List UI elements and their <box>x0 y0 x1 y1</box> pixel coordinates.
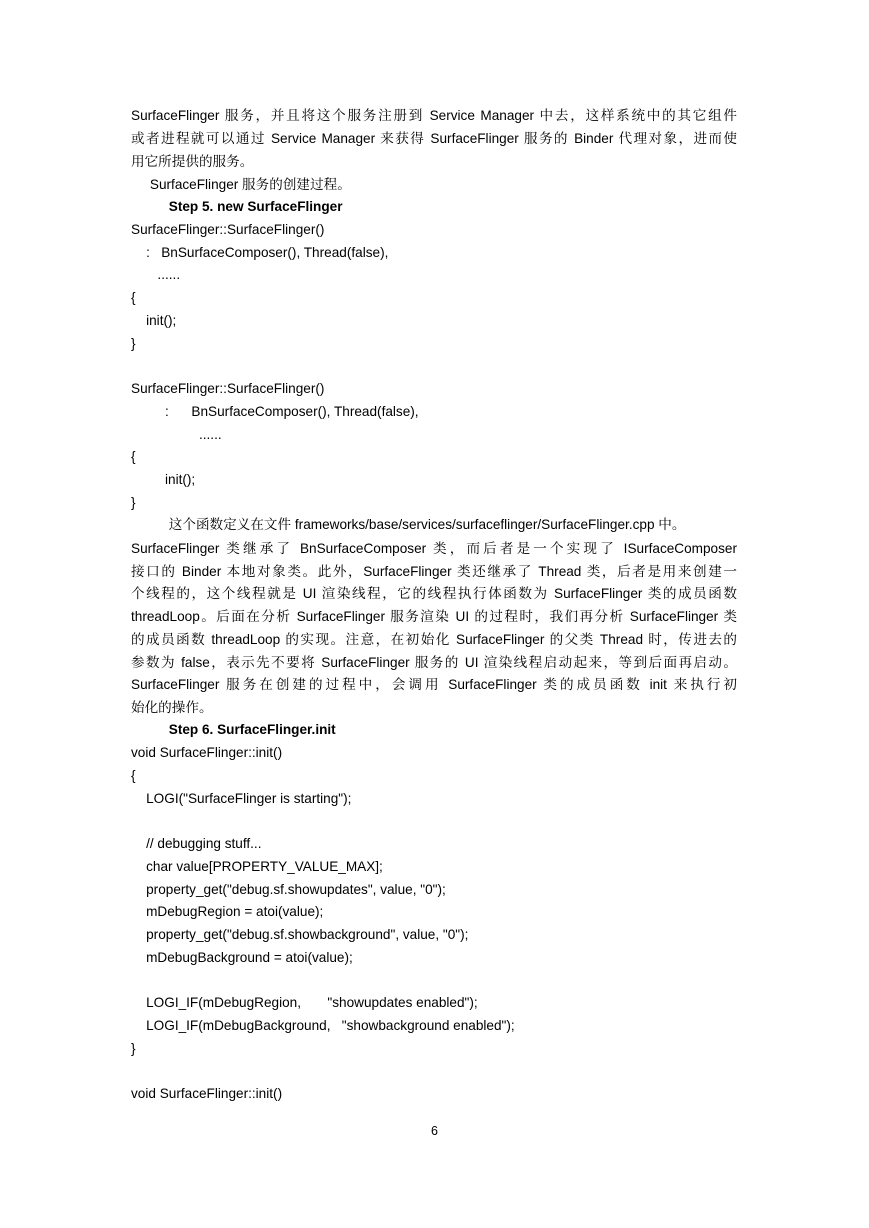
text-line: 个线程的，这个线程就是 UI 渲染线程，它的线程执行体函数为 SurfaceFlinger 类的成员函数 <box>131 586 737 601</box>
code-line: SurfaceFlinger::SurfaceFlinger() <box>131 381 325 396</box>
code-line: mDebugBackground = atoi(value); <box>131 950 353 965</box>
text-line: threadLoop。后面在分析 SurfaceFlinger 服务渲染 UI 的过程时，我们再分析 SurfaceFlinger 类 <box>131 609 737 624</box>
text-line: 或者进程就可以通过 Service Manager 来获得 SurfaceFlinger 服务的 Binder 代理对象，进而使 <box>131 131 737 146</box>
code-line: } <box>131 336 136 351</box>
step-heading: Step 6. SurfaceFlinger.init <box>131 722 336 737</box>
text-line: SurfaceFlinger 服务的创建过程。 <box>131 177 351 192</box>
code-line: init(); <box>131 313 177 328</box>
code-line: property_get("debug.sf.showupdates", value, "0"); <box>131 882 446 897</box>
code-line: } <box>131 1041 136 1056</box>
text-line: SurfaceFlinger 服务在创建的过程中，会调用 SurfaceFlinger 类的成员函数 init 来执行初 <box>131 677 737 692</box>
code-line: } <box>131 495 136 510</box>
text-line: 接口的 Binder 本地对象类。此外，SurfaceFlinger 类还继承了 Thread 类，后者是用来创建一 <box>131 564 737 579</box>
step-heading: Step 5. new SurfaceFlinger <box>131 199 343 214</box>
code-line: mDebugRegion = atoi(value); <box>131 904 324 919</box>
text-line: 始化的操作。 <box>131 700 213 715</box>
text-line: 用它所提供的服务。 <box>131 154 254 169</box>
code-line: void SurfaceFlinger::init() <box>131 1086 283 1101</box>
text-line: SurfaceFlinger 类继承了 BnSurfaceComposer 类，而后者是一个实现了 ISurfaceComposer <box>131 541 737 556</box>
code-line: ...... <box>131 427 222 442</box>
code-line: char value[PROPERTY_VALUE_MAX]; <box>131 859 383 874</box>
code-line: init(); <box>131 472 196 487</box>
code-line: // debugging stuff... <box>131 836 262 851</box>
code-line: property_get("debug.sf.showbackground", value, "0"); <box>131 927 469 942</box>
code-line: LOGI_IF(mDebugBackground, "showbackground enabled"); <box>131 1018 515 1033</box>
code-line: LOGI_IF(mDebugRegion, "showupdates enabled"); <box>131 995 478 1010</box>
code-line: SurfaceFlinger::SurfaceFlinger() <box>131 222 325 237</box>
page-number: 6 <box>431 1124 438 1138</box>
text-line: 这个函数定义在文件 frameworks/base/services/surfaceflinger/SurfaceFlinger.cpp 中。 <box>131 517 686 532</box>
code-line: : BnSurfaceComposer(), Thread(false), <box>131 404 419 419</box>
code-line: { <box>131 768 136 783</box>
text-line: 参数为 false，表示先不要将 SurfaceFlinger 服务的 UI 渲染线程启动起来，等到后面再启动。 <box>131 655 737 670</box>
code-line: ...... <box>131 267 181 282</box>
code-line: : BnSurfaceComposer(), Thread(false), <box>131 245 389 260</box>
text-line: SurfaceFlinger 服务，并且将这个服务注册到 Service Manager 中去，这样系统中的其它组件 <box>131 108 737 123</box>
code-line: { <box>131 449 136 464</box>
code-line: { <box>131 290 136 305</box>
code-line: void SurfaceFlinger::init() <box>131 745 283 760</box>
code-line: LOGI("SurfaceFlinger is starting"); <box>131 791 352 806</box>
text-line: 的成员函数 threadLoop 的实现。注意，在初始化 SurfaceFlinger 的父类 Thread 时，传进去的 <box>131 632 737 647</box>
